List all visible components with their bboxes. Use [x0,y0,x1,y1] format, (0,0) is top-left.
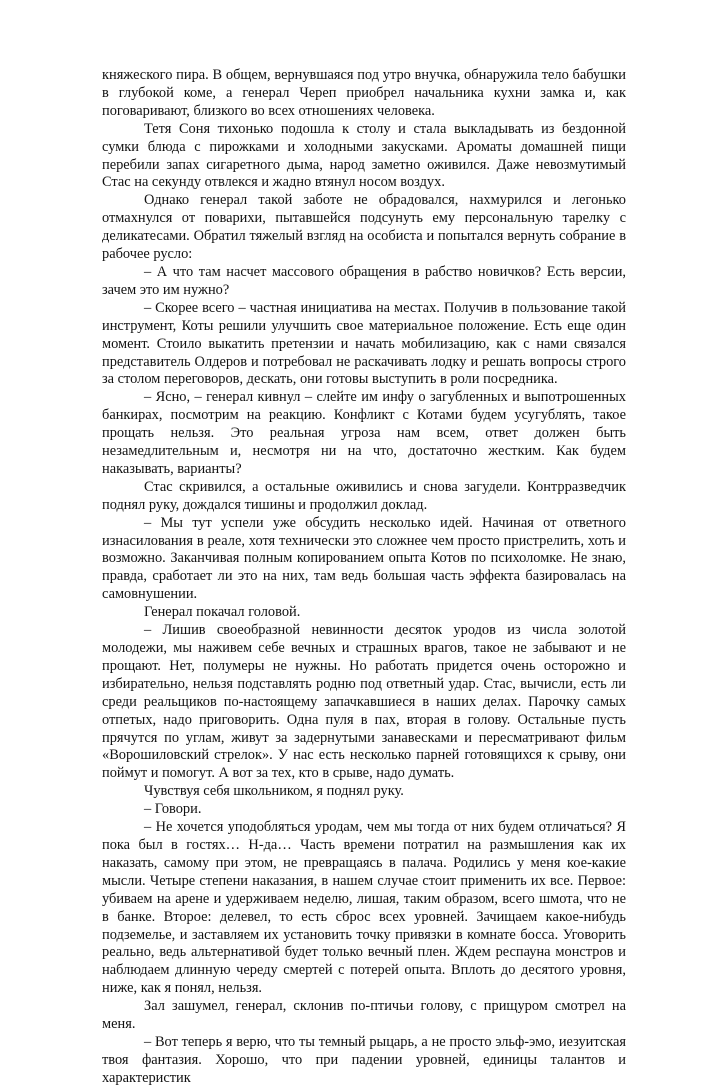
paragraph-1: княжеского пира. В общем, вернувшаяся под утро внучка, обнаружила тело бабушки в глубокой коме, а генерал Череп приобрел начальника кухни замка и, как поговаривают, близкого во всех отношениях человека. [102,67,626,119]
paragraph-15: – Вот теперь я верю, что ты темный рыцарь, а не просто эльф-эмо, иезуитская твоя фантазия. Хорошо, что при падении уровней, единицы талантов и характеристик [102,1033,626,1086]
paragraph-7: Стас скривился, а остальные оживились и снова загудели. Контрразведчик поднял руку, дождался тишины и продолжил доклад. [102,478,626,513]
paragraph-14: Зал зашумел, генерал, склонив по-птичьи голову, с прищуром смотрел на меня. [102,998,626,1033]
paragraph-6: – Ясно, – генерал кивнул – слейте им инфу о загубленных и выпотрошенных банкирах, посмотрим на реакцию. Конфликт с Котами будем усугублять, такое прощать нельзя. Это реальная угроза нам всем, ответ должен быть незамедлительным и, несмотря ни на что, достаточно жестким. Как будем наказывать, варианты? [102,389,626,477]
paragraph-8: – Мы тут успели уже обсудить несколько идей. Начиная от ответного изнасилования в реале, хотя технически это сложнее чем просто пристрелить, хоть и возможно. Заканчивая полным копированием опыта Котов по психоломке. Не знаю, правда, сработает ли это на них, там ведь большая часть эффекта базировалась на самовнушении. [102,514,626,603]
paragraph-12: – Говори. [144,801,202,818]
paragraph-4: – А что там насчет массового обращения в рабство новичков? Есть версии, зачем это им нужно? [102,263,626,298]
paragraph-2: Тетя Соня тихонько подошла к столу и стала выкладывать из бездонной сумки блюда с пирожками и холодными закусками. Ароматы домашней пищи перебили запах сигаретного дыма, народ заметно оживился. Даже невозмутимый Стас на секунду отвлекся и жадно втянул носом воздух. [102,120,626,191]
paragraph-9: Генерал покачал головой. [144,604,301,621]
paragraph-13: – Не хочется уподобляться уродам, чем мы тогда от них будем отличаться? Я пока был в гостях… Н-да… Часть времени потратил на размышления как их наказать, самому при этом, не превращаясь в палача. Родились у меня кое-какие мысли. Четыре степени наказания, в нашем случае стоит применить их все. Первое: убиваем на арене и удерживаем неделю, лишая, таким образом, всего шмота, что не в банке. Второе: делевел, то есть сброс всех уровней. Зачищаем какое-нибудь подземелье, и заставляем их установить точку привязки в комнате босса. Уговорить реально, ведь альтернативой будет только вечный плен. Ждем респауна монстров и наблюдаем длинную череду смертей с потерей опыта. Вплоть до десятого уровня, ниже, как я понял, нельзя. [102,819,626,997]
paragraph-3: Однако генерал такой заботе не обрадовался, нахмурился и легонько отмахнулся от поварихи, пытавшейся подсунуть ему персональную тарелку с деликатесами. Обратил тяжелый взгляд на особиста и попытался вернуть собрание в рабочее русло: [102,192,626,263]
paragraph-11: Чувствуя себя школьником, я поднял руку. [144,783,404,800]
paragraph-5: – Скорее всего – частная инициатива на местах. Получив в пользование такой инструмент, Коты решили улучшить свое материальное положение. Есть еще один момент. Стоило выкатить претензии и начать мобилизацию, как с нами связался представитель Олдеров и потребовал не раскачивать лодку и решать вопросы строго за столом переговоров, дескать, они готовы выступить в роли посредника. [102,299,626,388]
document-page [102,67,626,1088]
paragraph-10: – Лишив своеобразной невинности десяток уродов из числа золотой молодежи, мы наживем себе вечных и страшных врагов, такое не забывают и не прощают. Нет, полумеры не нужны. Но работать придется очень осторожно и избирательно, нельзя подставлять родню под ответный удар. Стас, вычисли, есть ли среди реальщиков по-настоящему запачкавшиеся в наших делах. Парочку самых отпетых, надо приговорить. Одна пуля в пах, вторая в голову. Остальные пусть прячутся по углам, живут за задернутыми занавесками и пересматривают фильм «Ворошиловский стрелок». У нас есть несколько парней готовящихся к срыву, они поймут и помогут. А вот за тех, кто в срыве, надо думать. [102,622,626,782]
